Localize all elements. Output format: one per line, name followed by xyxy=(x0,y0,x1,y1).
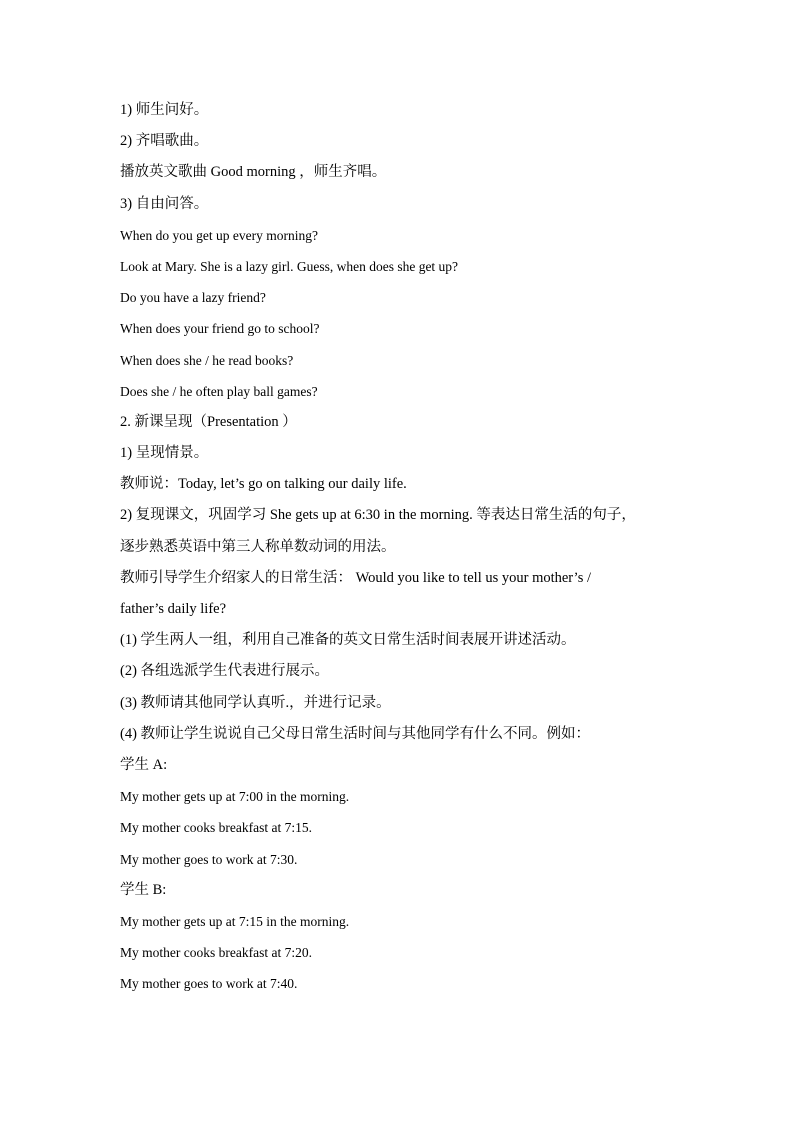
step-present-scene: 1) 呈现情景。 xyxy=(120,445,209,462)
step-free-qa: 3) 自由问答。 xyxy=(120,195,209,212)
step-review-text: 2) 复现课文，巩固学习 She gets up at 6:30 in the morning. 等表达日常生活的句子， xyxy=(120,507,636,524)
example-sentence: My mother goes to work at 7:40. xyxy=(120,976,298,992)
section-heading-presentation: 2. 新课呈现（Presentation ） xyxy=(120,413,297,430)
document-body xyxy=(120,95,680,999)
step-review-text-continued: 逐步熟悉英语中第三人称单数动词的用法。 xyxy=(120,538,396,555)
question-line: Do you have a lazy friend? xyxy=(120,290,266,306)
question-line: When does your friend go to school? xyxy=(120,321,320,337)
example-sentence: My mother cooks breakfast at 7:15. xyxy=(120,820,312,836)
example-sentence: My mother cooks breakfast at 7:20. xyxy=(120,945,312,961)
student-b-label: 学生 B: xyxy=(120,881,167,898)
example-sentence: My mother gets up at 7:15 in the morning. xyxy=(120,913,350,929)
step-greeting: 1) 师生问好。 xyxy=(120,102,209,118)
activity-item-1: (1) 学生两人一组，利用自己准备的英文日常生活时间表展开讲述活动。 xyxy=(120,632,576,649)
student-a-label: 学生 A: xyxy=(120,756,168,773)
teacher-guide-line-continued: father’s daily life? xyxy=(120,601,227,617)
example-sentence: My mother gets up at 7:00 in the morning. xyxy=(120,789,350,805)
song-instruction: 播放英文歌曲 Good morning ，师生齐唱。 xyxy=(120,164,387,181)
activity-item-3: (3) 教师请其他同学认真听.，并进行记录。 xyxy=(120,694,391,711)
teacher-says-line: 教师说：Today, let’s go on talking our daily life. xyxy=(120,476,407,493)
question-line: When do you get up every morning? xyxy=(120,227,318,243)
question-line: Look at Mary. She is a lazy girl. Guess, when does she get up? xyxy=(120,258,459,274)
question-line: Does she / he often play ball games? xyxy=(120,383,318,399)
activity-item-2: (2) 各组选派学生代表进行展示。 xyxy=(120,663,330,680)
teacher-guide-line: 教师引导学生介绍家人的日常生活： Would you like to tell us your mother’s / xyxy=(120,569,592,586)
example-sentence: My mother goes to work at 7:30. xyxy=(120,851,298,867)
question-line: When does she / he read books? xyxy=(120,352,294,368)
step-sing-song: 2) 齐唱歌曲。 xyxy=(120,133,209,150)
activity-item-4: (4) 教师让学生说说自己父母日常生活时间与其他同学有什么不同。例如： xyxy=(120,725,591,742)
